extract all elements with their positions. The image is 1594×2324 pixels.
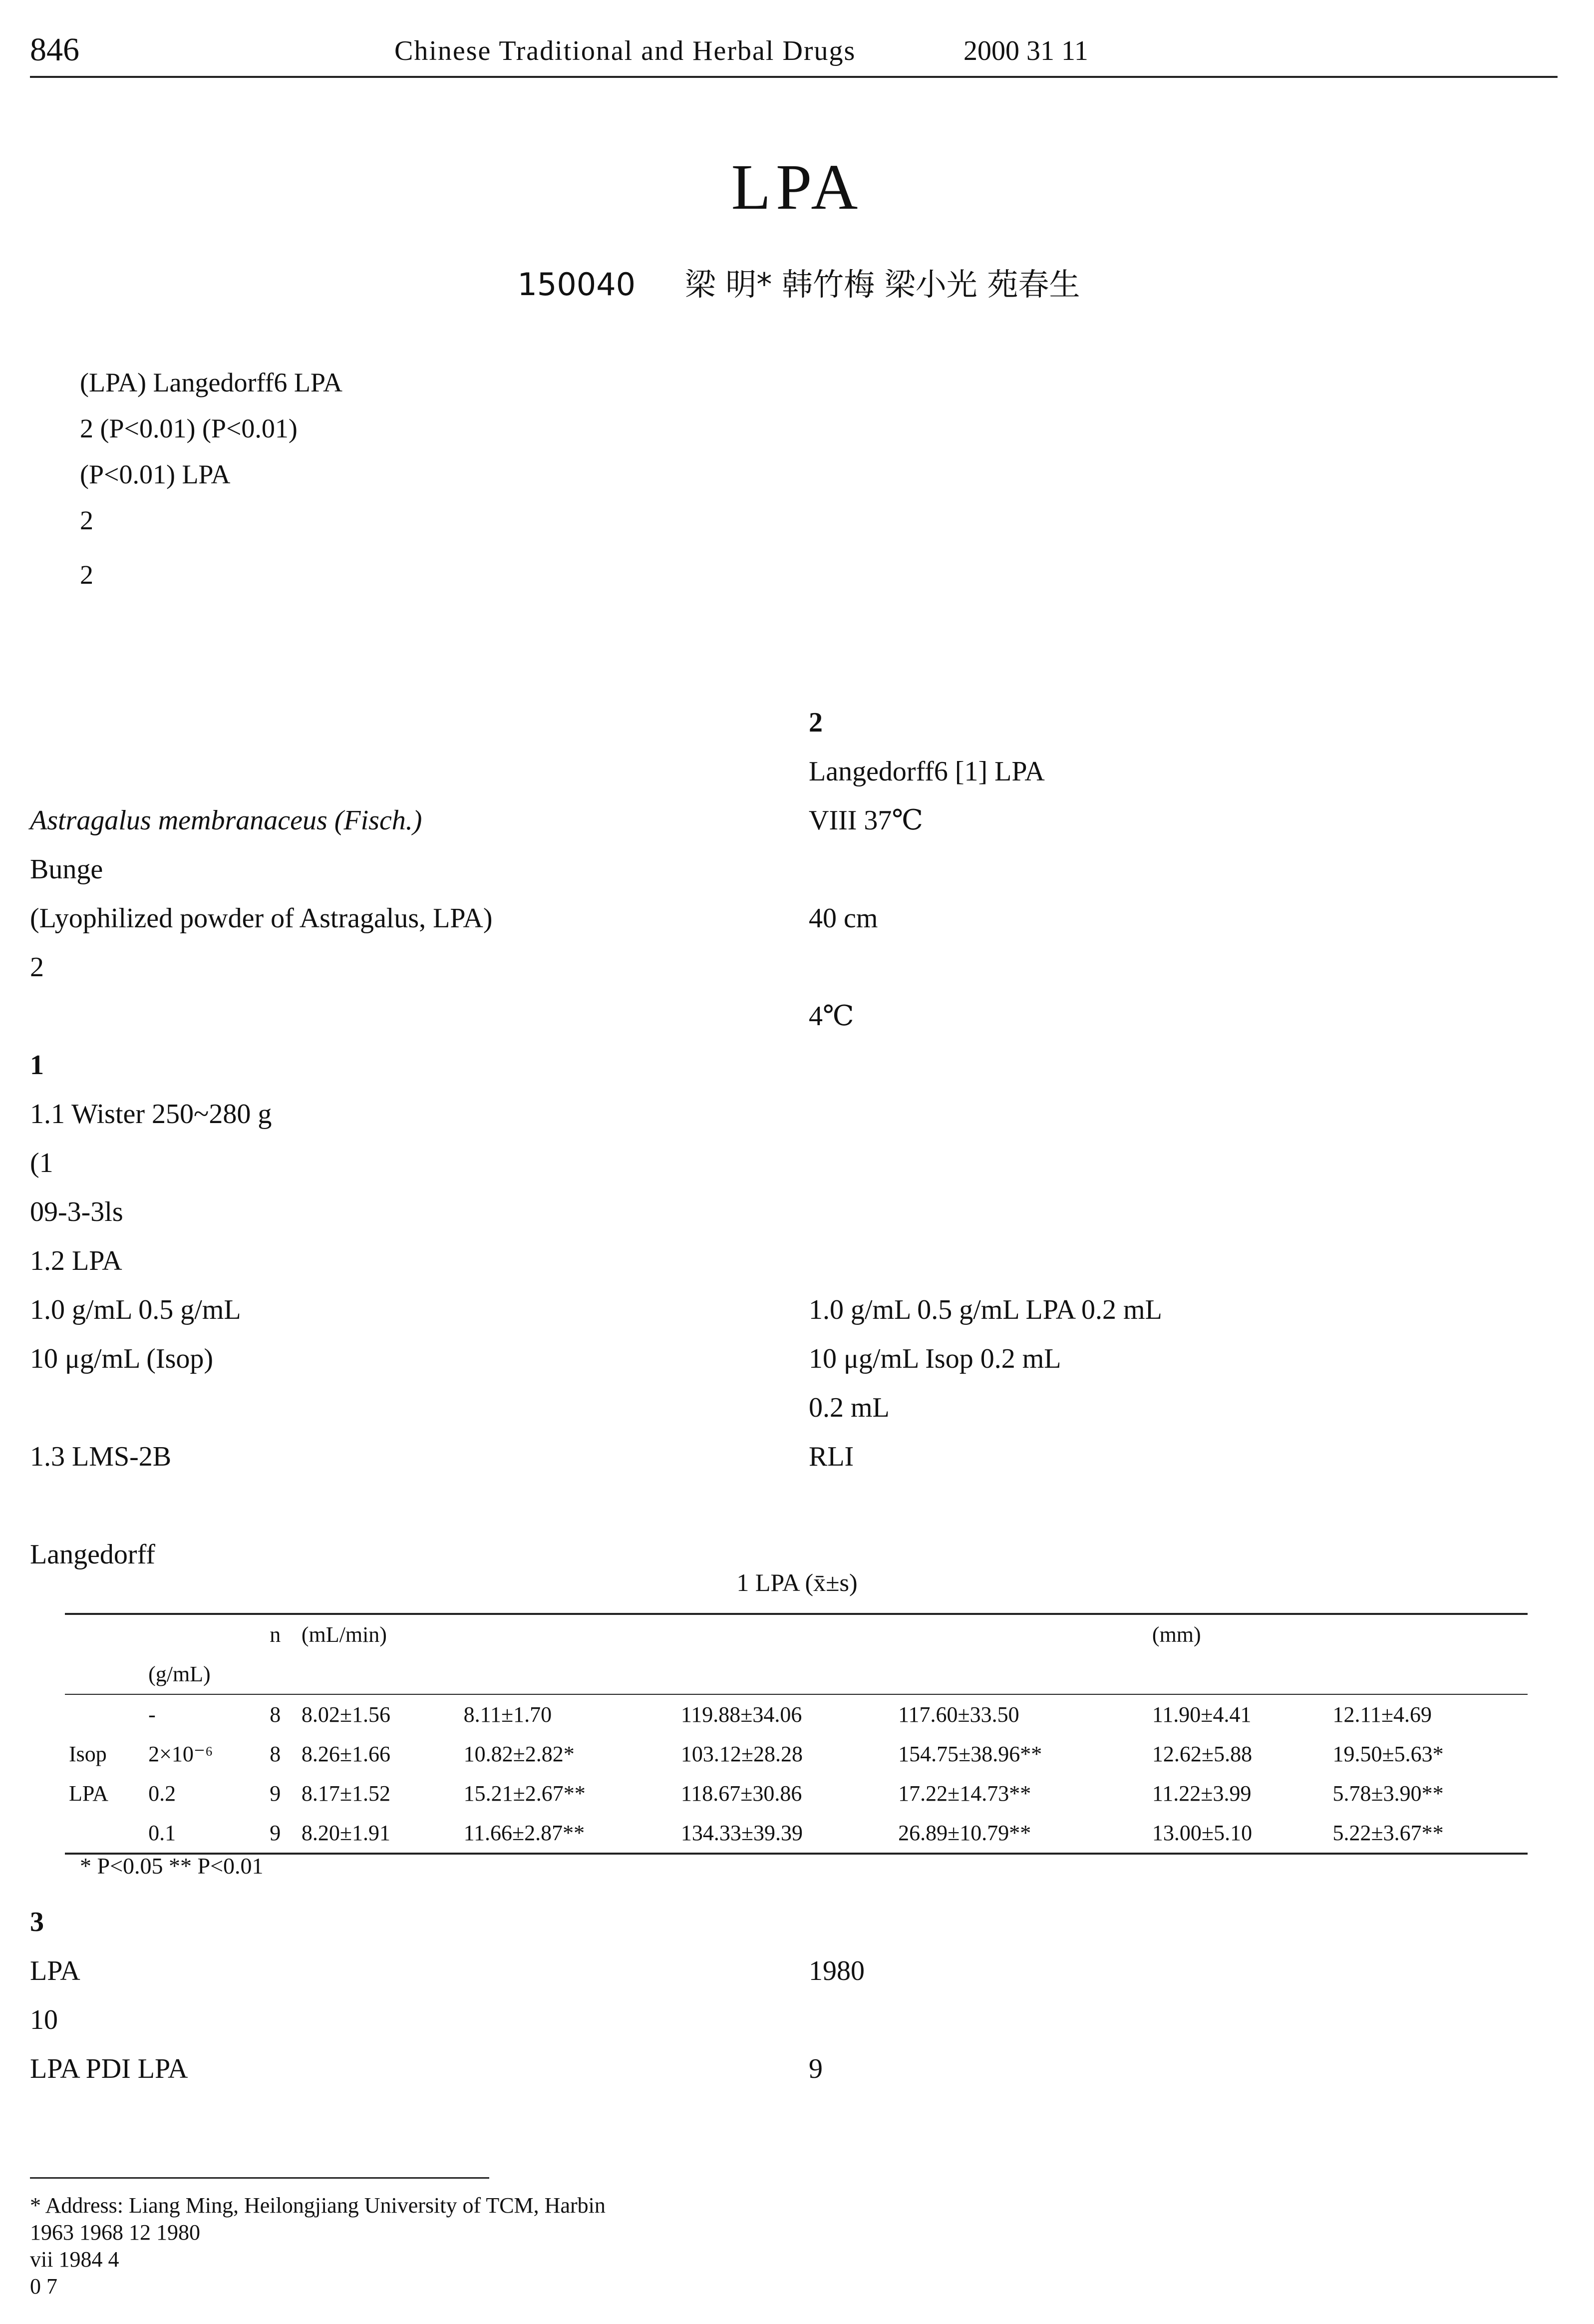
body-text: 0.2 mL <box>809 1392 890 1423</box>
body-text: 2 <box>30 952 44 983</box>
author-names: 梁 明* 韩竹梅 梁小光 苑春生 <box>684 266 1080 303</box>
body-text <box>30 1481 754 1530</box>
table-row: LPA 0.2 9 8.17±1.52 15.21±2.67** 118.67±30.86 17.22±14.73** 11.22±3.99 5.78±3.90** <box>69 1781 1444 1806</box>
data-table <box>65 1613 1528 1855</box>
table-row: Isop 2×10⁻⁶ 8 8.26±1.66 10.82±2.82* 103.12±28.28 154.75±38.96** 12.62±5.88 19.50±5.63* <box>69 1742 1444 1766</box>
table-header <box>65 1654 144 1694</box>
body-text: LPA PDI LPA <box>30 2053 188 2084</box>
body-text: VIII 37℃ <box>809 805 924 836</box>
body-text: (1 <box>30 1148 53 1178</box>
body-text: 1.2 LPA <box>30 1245 122 1276</box>
table-header: (g/mL) <box>144 1654 266 1694</box>
abstract-line: (P<0.01) LPA <box>80 459 231 489</box>
body-text: (Lyophilized powder of Astragalus, LPA) <box>30 903 493 934</box>
body-text <box>809 845 1533 894</box>
table-row: 0.1 9 8.20±1.91 11.66±2.87** 134.33±39.39 26.89±10.79** 13.00±5.10 5.22±3.67** <box>65 1813 1528 1854</box>
body-text: 10 <box>30 2004 58 2035</box>
table-header: (mm) <box>1148 1614 1528 1654</box>
body-text <box>30 747 754 796</box>
body-text <box>809 1139 1533 1187</box>
body-text: 1.0 g/mL 0.5 g/mL LPA 0.2 mL <box>809 1294 1162 1325</box>
body-text <box>809 1187 1533 1236</box>
table-header: n <box>266 1614 298 1654</box>
footnote-line: 0 7 <box>30 2274 57 2299</box>
body-text <box>30 649 754 698</box>
keywords: 2 <box>80 560 93 590</box>
body-text <box>30 992 754 1041</box>
table-caption: 1 LPA (x̄±s) <box>736 1568 858 1596</box>
body-text: LPA <box>30 1955 80 1986</box>
section-3-right <box>809 1898 1533 2093</box>
table-header <box>677 1654 894 1694</box>
body-text: 09-3-3ls <box>30 1196 123 1227</box>
body-text: 1.1 Wister 250~280 g <box>30 1099 272 1130</box>
body-text: 40 cm <box>809 903 878 934</box>
abstract-line: 2 <box>80 505 93 535</box>
section-3-left <box>30 1898 754 2093</box>
body-text: 10 μg/mL (Isop) <box>30 1343 214 1374</box>
body-text: RLI <box>809 1441 854 1472</box>
left-column <box>30 649 754 1579</box>
header-rule <box>30 76 1558 78</box>
table-header <box>266 1654 298 1694</box>
footnote-line: 1963 1968 12 1980 <box>30 2220 200 2245</box>
footnote <box>30 2192 1558 2300</box>
body-text <box>809 1898 1533 1946</box>
body-text <box>809 1090 1533 1139</box>
body-text: Astragalus membranaceus (Fisch.) <box>30 805 422 836</box>
table-header <box>144 1614 266 1654</box>
author-line <box>150 260 1448 304</box>
article-title: LPA <box>731 151 863 223</box>
body-text: Langedorff6 [1] LPA <box>809 756 1045 787</box>
body-text: Langedorff <box>30 1539 155 1570</box>
body-text <box>809 1041 1533 1090</box>
table-note: * P<0.05 ** P<0.01 <box>80 1853 264 1879</box>
body-text: 4℃ <box>809 1001 854 1032</box>
right-column <box>809 649 1533 1481</box>
journal-title: Chinese Traditional and Herbal Drugs <box>394 35 856 66</box>
footnote-rule <box>30 2177 489 2179</box>
footnote-line: * Address: Liang Ming, Heilongjiang University of TCM, Harbin <box>30 2193 606 2218</box>
table-row: - 8 8.02±1.56 8.11±1.70 119.88±34.06 117.60±33.50 11.90±4.41 12.11±4.69 <box>148 1702 1432 1727</box>
body-text <box>30 698 754 747</box>
body-text <box>809 1995 1533 2044</box>
body-text: 1.3 LMS-2B <box>30 1441 172 1472</box>
body-text: 1.0 g/mL 0.5 g/mL <box>30 1294 241 1325</box>
abstract-line: (LPA) Langedorff6 LPA <box>80 368 342 397</box>
table-header <box>460 1654 677 1694</box>
body-text <box>809 943 1533 992</box>
body-text <box>30 1383 754 1432</box>
body-text: 1980 <box>809 1955 865 1986</box>
section-heading: 1 <box>30 1050 44 1081</box>
table-header <box>65 1614 144 1654</box>
table-header <box>298 1654 460 1694</box>
table-header: (mL/min) <box>298 1614 677 1654</box>
footnote-line: vii 1984 4 <box>30 2247 119 2272</box>
body-text: Bunge <box>30 854 103 885</box>
body-text: 9 <box>809 2053 823 2084</box>
postcode: 150040 <box>517 266 636 303</box>
body-text: 10 μg/mL Isop 0.2 mL <box>809 1343 1061 1374</box>
running-header <box>30 26 1558 81</box>
table-header <box>894 1654 1148 1694</box>
table-header <box>1329 1654 1528 1694</box>
body-text <box>809 1236 1533 1285</box>
section-heading: 3 <box>30 1907 44 1937</box>
section-heading: 2 <box>809 707 823 738</box>
table-header <box>1148 1654 1329 1694</box>
body-text <box>809 649 1533 698</box>
page-number: 846 <box>30 31 79 68</box>
abstract-line: 2 (P<0.01) (P<0.01) <box>80 413 298 443</box>
abstract <box>80 360 1518 543</box>
table-header <box>677 1614 1148 1654</box>
volume-issue: 2000 31 11 <box>963 35 1088 66</box>
